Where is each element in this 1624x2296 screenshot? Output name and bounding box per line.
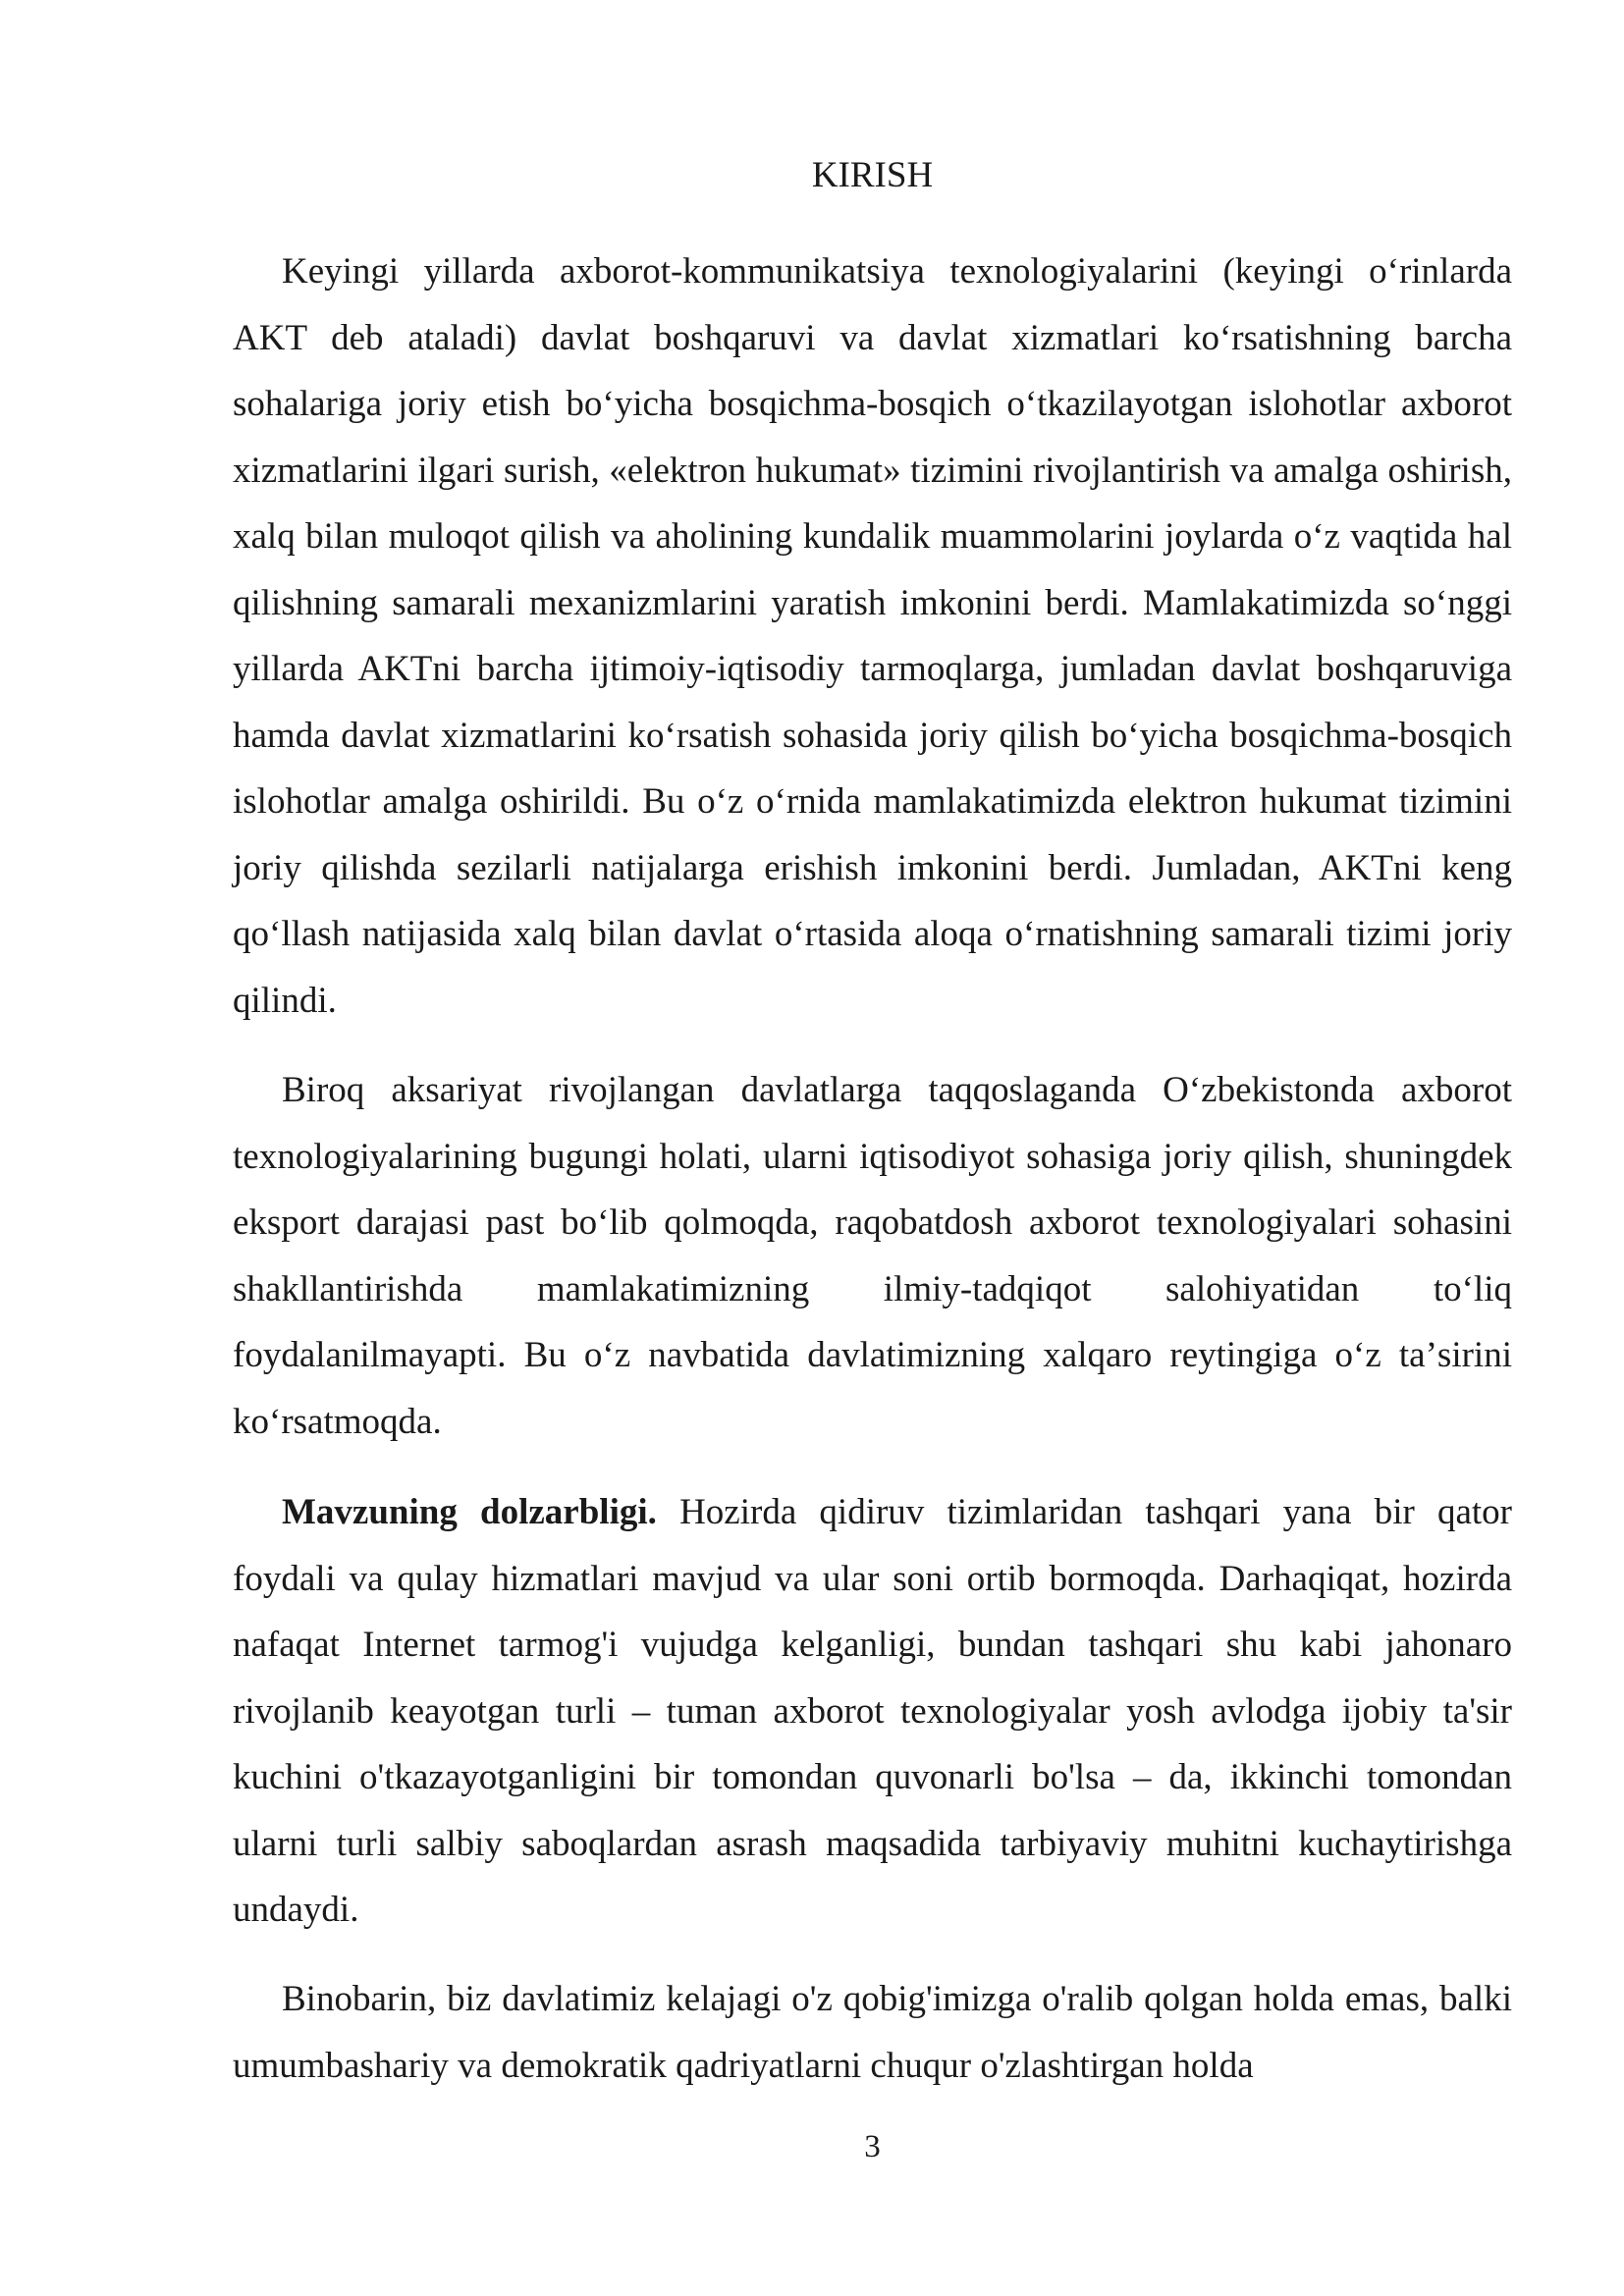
paragraph-body: Hozirda qidiruv tizimlaridan tashqari yana bir qator foydali va qulay hizmatlari mavjud va ular soni ortib bormoqda. Darhaqiqat, hozirda nafaqat Internet tarmog'i vujudga kelganligi, bundan tashqari shu kabi jahonaro rivojlanib keayotgan turli – tuman axborot texnologiyalar yosh avlodga ijobiy ta'sir kuchini o'tkazayotganligini bir tomondan quvonarli bo'lsa – da, ikkinchi tomondan ularni turli salbiy saboqlardan asrash maqsadida tarbiyaviy muhitni kuchaytirishga undaydi. [233,1492,1512,1930]
page-number: 3 [864,2129,881,2164]
paragraph-topic-relevance [233,1479,1512,1944]
paragraph-introduction: Keyingi yillarda axborot-kommunikatsiya texnologiyalarini (keyingi oʻrinlarda AKT deb ataladi) davlat boshqaruvi va davlat xizmatlari koʻrsatishning barcha sohalariga joriy etish boʻyicha bosqichma-bosqich oʻtkazilayotgan islohotlar axborot xizmatlarini ilgari surish, «elektron hukumat» tizimini rivojlantirish va amalga oshirish, xalq bilan muloqot qilish va aholining kundalik muammolarini joylarda oʻz vaqtida hal qilishning samarali mexanizmlarini yaratish imkonini berdi. Mamlakatimizda soʻnggi yillarda AKTni barcha ijtimoiy-iqtisodiy tarmoqlarga, jumladan davlat boshqaruviga hamda davlat xizmatlarini koʻrsatish sohasida joriy qilish boʻyicha bosqichma-bosqich islohotlar amalga oshirildi. Bu oʻz oʻrnida mamlakatimizda elektron hukumat tizimini joriy qilishda sezilarli natijalarga erishish imkonini berdi. Jumladan, AKTni keng qoʻllash natijasida xalq bilan davlat oʻrtasida aloqa oʻrnatishning samarali tizimi joriy qilindi. [233,251,1512,1021]
paragraph-lead-bold: Mavzuning dolzarbligi. [282,1492,657,1532]
paragraph-conclusion: Binobarin, biz davlatimiz kelajagi o'z qobig'imizga o'ralib qolgan holda emas, balki umumbashariy va demokratik qadriyatlarni chuqur o'zlashtirgan holda [233,1979,1512,2086]
section-heading: KIRISH [811,155,934,195]
paragraph-current-state: Biroq aksariyat rivojlangan davlatlarga taqqoslaganda Oʻzbekistonda axborot texnologiyalarining bugungi holati, ularni iqtisodiyot sohasiga joriy qilish, shuningdek eksport darajasi past boʻlib qolmoqda, raqobatdosh axborot texnologiyalari sohasini shakllantirishda mamlakatimizning ilmiy-tadqiqot salohiyatidan toʻliq foydalanilmayapti. Bu oʻz navbatida davlatimizning xalqaro reytingiga oʻz taʼsirini koʻrsatmoqda. [233,1070,1512,1442]
